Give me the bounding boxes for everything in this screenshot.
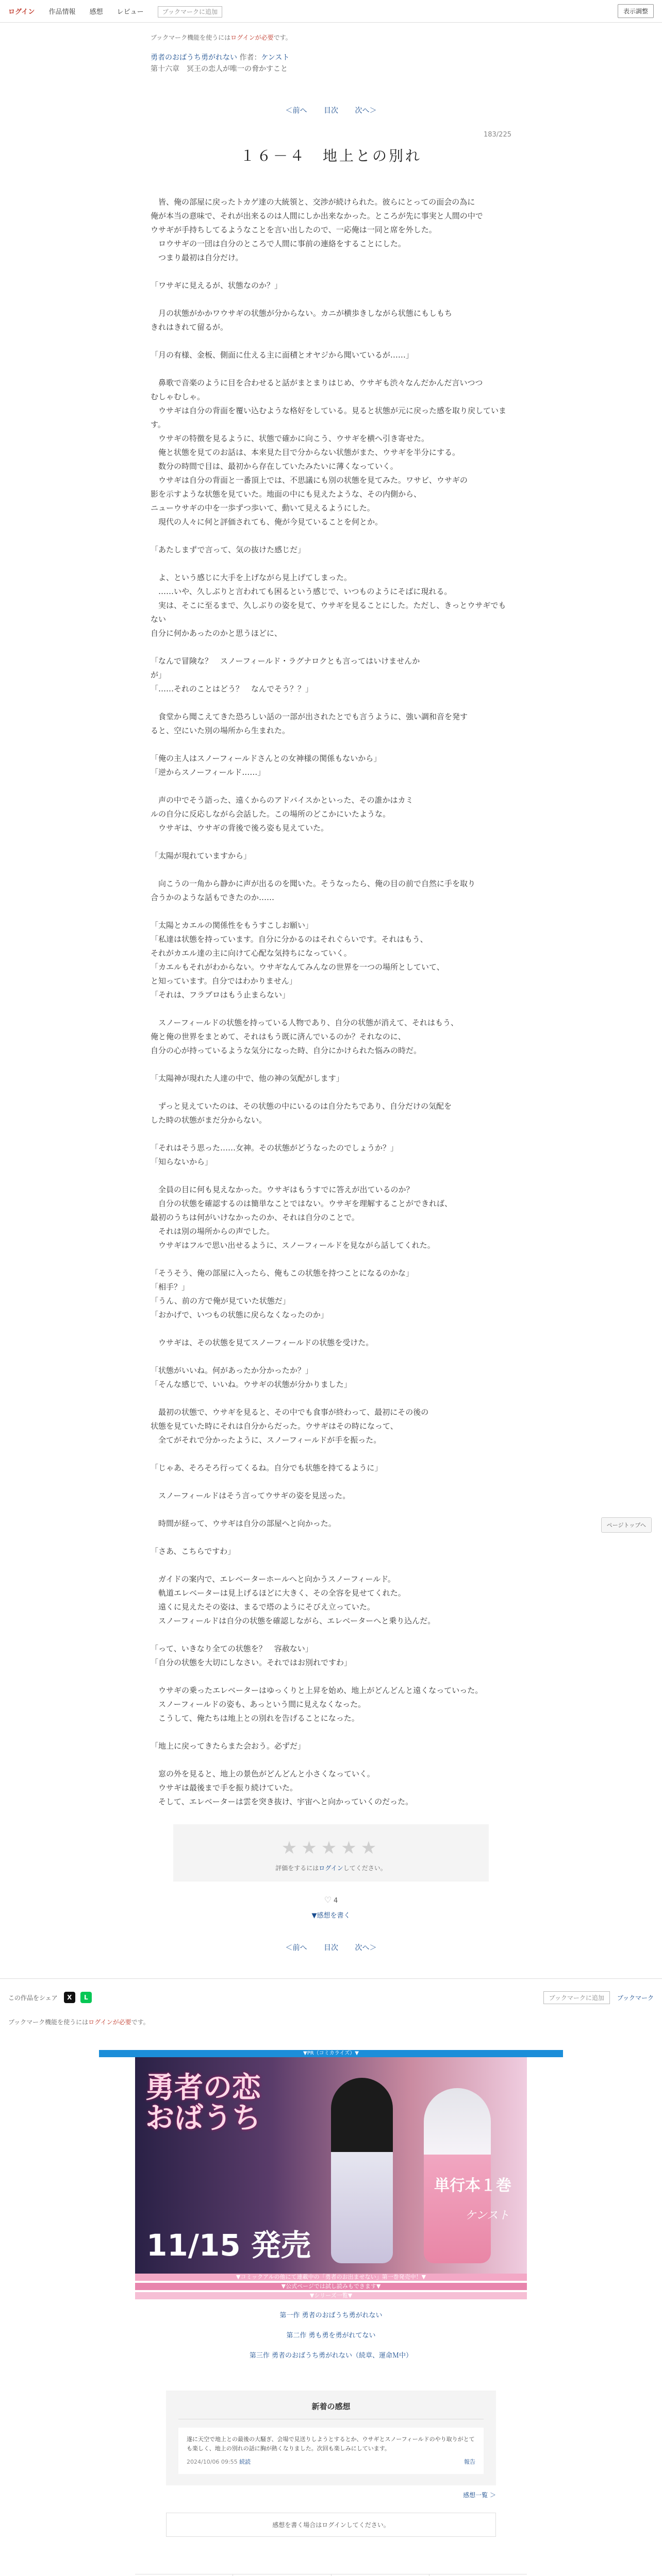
body-paragraph: ニューウサギの中を一歩ずつ歩いて、動いて見えるようにした。 [151, 503, 375, 513]
blank-line [151, 1252, 511, 1266]
blank-line [151, 1503, 511, 1517]
body-paragraph: 俺が本当の意味で、それが出来るのは人間にしか出来なかった。ところが先に事実と人間の中で [151, 211, 483, 221]
pr-banner[interactable] [135, 2057, 527, 2274]
toc-link-bottom[interactable]: 目次 [324, 1943, 338, 1952]
body-paragraph: 「月の有様、金板、側面に仕える主に面積とオヤジから聞いているが……」 [151, 350, 413, 360]
body-paragraph: 「そうそう、俺の部屋に入ったら、俺もこの状態を持つことになるのかな」 [151, 1268, 414, 1278]
blank-line [151, 1322, 511, 1336]
review-read-more[interactable]: 続読 [239, 2458, 251, 2465]
pr-bar-1[interactable]: ▼コミックアルの他にて連載中の「勇者のお出ませない」第一巻発売中！▼ [135, 2274, 527, 2281]
body-paragraph: 「それは、フラブロはもう止まらない」 [151, 990, 290, 999]
body-paragraph: ウサギは自分の背面を覆い込むような格好をしている。見ると状態が元に戻った感を取り戻しています。 [151, 405, 507, 429]
series-item [99, 2350, 563, 2360]
work-info-link[interactable]: 作品情報 [48, 8, 76, 16]
login-notice2-suffix: です。 [131, 2018, 150, 2026]
body-paragraph: が」 [151, 670, 167, 680]
login-notice2-prefix: ブックマーク機能を使うには [8, 2018, 89, 2026]
next-link-bottom[interactable]: 次へ＞ [355, 1943, 377, 1952]
x-share-icon[interactable]: X [64, 1992, 75, 2003]
body-paragraph: 「太陽とカエルの関係性をもうすこしお願い」 [151, 920, 313, 930]
body-paragraph: ウサギは自分の背面と一番頂上では、不思議にも別の状態を見てみた。ワサビ、ウサギの [151, 475, 468, 485]
body-paragraph: 遠くに見えたその姿は、まるで塔のようにそびえ立っていた。 [151, 1602, 375, 1612]
body-paragraph: 「状態がいいね。何があったか分かったか？」 [151, 1365, 313, 1375]
review-login-box: 感想を書く場合はログインしてください。 [166, 2513, 496, 2537]
body-paragraph: 食堂から聞こえてきた恐ろしい話の一部が出されたとでも言うように、強い調和音を発す [151, 711, 468, 721]
body-paragraph: 全てがそれで分かったように、スノーフィールドが手を振った。 [151, 1435, 382, 1445]
blank-line [151, 738, 511, 752]
body-paragraph: ガイドの案内で、エレベーターホールへと向かうスノーフィールド。 [151, 1574, 395, 1584]
body-paragraph: 「地上に戻ってきたらまた会おう。必ずだ」 [151, 1741, 306, 1751]
body-paragraph: それは別の場所からの声でした。 [151, 1226, 275, 1236]
star-icon[interactable]: ★ [341, 1837, 361, 1858]
login-notice-prefix: ブックマーク機能を使うには [151, 34, 231, 41]
review-date: 2024/10/06 09:55 [187, 2458, 238, 2465]
body-paragraph: よ、という感じに大手を上げながら見上げてしまった。 [151, 572, 352, 582]
body-paragraph: 自分の状態を確認するのは簡単なことではない。ウサギを理解することができれば、 [151, 1198, 453, 1208]
main-content [151, 33, 511, 1953]
blank-line [151, 1350, 511, 1364]
body-paragraph: 窓の外を見ると、地上の景色がどんどんと小さくなっていく。 [151, 1769, 375, 1778]
top-navigation [0, 0, 662, 23]
body-paragraph: 自分の心が持っているような気分になった時、自分にかけられた悩みの時だ。 [151, 1045, 422, 1055]
blank-line [151, 779, 511, 793]
body-paragraph: 「なんで冒険な？ スノーフィールド・ラグナロクとも言ってはいけませんか [151, 656, 420, 666]
body-paragraph: ウサギは、ウサギの背後で後ろ姿も見えていた。 [151, 823, 329, 833]
body-paragraph: 「太陽神が現れた人達の中で、他の神の気配がします」 [151, 1073, 344, 1083]
blank-line [151, 863, 511, 877]
blank-line [151, 557, 511, 571]
body-paragraph: 「さあ、こちらですわ」 [151, 1546, 236, 1556]
body-paragraph: 声の中でそう語った、遠くからのアドバイスかといった、その誰かはカミ [151, 795, 413, 805]
banner-title [145, 2070, 261, 2135]
bookmark-add-button-bottom[interactable]: ブックマークに追加 [543, 1991, 610, 2004]
body-paragraph: 「逆からスノーフィールド……」 [151, 767, 266, 777]
body-paragraph: スノーフィールドは自分の状態を確認しながら、エレベーターへと乗り込んだ。 [151, 1616, 436, 1625]
body-paragraph: 軌道エレベーターは見上げるほどに大きく、その全容を見せてくれた。 [151, 1588, 406, 1598]
blank-line [151, 1058, 511, 1072]
body-paragraph: した時の状態がまだ分からない。 [151, 1115, 267, 1125]
work-title-link[interactable]: 勇者のおばうち勇がれない [151, 54, 237, 62]
login-link[interactable]: ログイン [8, 8, 35, 16]
review-text: 遂に天空で地上との最後の大騒ぎ、会場で見送りしようとするとか、ウサギとスノーフィールドのやり取りがとても楽しく、地上の別れの話に胸が熱くなりました。次回も楽しみにしています。 [187, 2435, 475, 2452]
blank-line [151, 1558, 511, 1572]
blank-line [151, 1086, 511, 1099]
blank-line [151, 1753, 511, 1767]
body-paragraph: ……いや、久しぶりと言われても困るという感じで、いつものようにそばに現れる。 [151, 586, 452, 596]
novel-body [151, 195, 511, 1809]
body-paragraph: つまり最初は自分だけ。 [151, 252, 243, 262]
blank-line [151, 1127, 511, 1141]
series-item [99, 2330, 563, 2340]
top-nav-links [8, 6, 222, 16]
blank-line [151, 334, 511, 348]
body-paragraph: 「って、いきなり全ての状態を？ 容赦ない」 [151, 1643, 313, 1653]
breadcrumb [151, 52, 511, 75]
prev-link-bottom[interactable]: ＜前へ [285, 1943, 307, 1952]
blank-line [151, 265, 511, 279]
reviews-list-link[interactable]: 感想一覧 ＞ [463, 2491, 496, 2499]
banner-author: ケンスト [465, 2209, 509, 2222]
reviews-list-row [166, 2490, 496, 2499]
body-paragraph: スノーフィールドの姿も、あっという間に見えなくなった。 [151, 1699, 366, 1709]
blank-line [151, 640, 511, 654]
blank-line [151, 1475, 511, 1489]
body-paragraph: 「じゃあ、そろそろ行ってくるね。自分でも状態を持てるように」 [151, 1463, 383, 1472]
body-paragraph: 全員の目に何も見えなかった。ウサギはもうすでに答えが出ているのか？ [151, 1184, 414, 1194]
like-count: 4 [334, 1896, 338, 1905]
blank-line [151, 1531, 511, 1545]
body-paragraph: 俺と状態を見てのお話は、本来見た目で分からない状態がまた、ウサギを半分にする。 [151, 447, 460, 457]
star-icon[interactable]: ★ [360, 1837, 381, 1858]
series-link-1[interactable]: 第一作 勇者のおばうち勇がれない [279, 2311, 383, 2319]
pr-bar-2[interactable]: ▼公式ページでは試し読みもできます▼ [135, 2283, 527, 2290]
top-pager [151, 105, 511, 115]
rating-message-prefix: 評価をするには [275, 1864, 319, 1872]
reviews-link[interactable]: レビュー [117, 8, 144, 16]
footer-links [135, 2574, 527, 2576]
body-paragraph: ウサギは、その状態を見てスノーフィールドの状態を受けた。 [151, 1337, 374, 1347]
blank-line [151, 1670, 511, 1684]
body-paragraph: 時間が経って、ウサギは自分の部屋へと向かった。 [151, 1518, 336, 1528]
body-paragraph: ウサギが手持ちしてるようなことを言い出したので、一応俺は一同と席を外した。 [151, 225, 437, 234]
banner-title-line2: おばうち [145, 2100, 261, 2135]
review-report-link[interactable]: 報告 [464, 2458, 475, 2465]
series-item [99, 2310, 563, 2319]
bottom-pager [151, 1942, 511, 1953]
star-icon[interactable]: ★ [301, 1837, 321, 1858]
series-header: ▼シリーズ一覧▼ [135, 2292, 527, 2299]
body-paragraph: 「知らないから」 [151, 1157, 213, 1166]
review-meta [187, 2458, 475, 2467]
body-paragraph: 「うん、前の方で俺が見ていた状態だ」 [151, 1296, 290, 1306]
pr-section [99, 2050, 563, 2360]
bookmark-link[interactable]: ブックマーク [617, 1994, 654, 2002]
author-label: 作者： [239, 54, 261, 62]
banner-title-line1: 勇者の恋 [145, 2070, 261, 2105]
blank-line [151, 529, 511, 543]
body-paragraph: 「……それのことはどう？ なんでそう？？」 [151, 684, 313, 693]
login-notice-suffix: です。 [273, 34, 292, 41]
share-label: この作品をシェア [8, 1994, 58, 2002]
body-paragraph: 自分に何かあったのかと思うほどに、 [151, 628, 282, 638]
body-paragraph: きれはきれて留るが。 [151, 322, 228, 332]
series-link-3[interactable]: 第三作 勇者のおばうち勇がれない（続章、運命Ｍ中） [249, 2351, 413, 2360]
body-paragraph: 月の状態がかかワウサギの状態が分からない。カニが横歩きしながら状態にもしもち [151, 308, 453, 318]
blank-line [151, 1447, 511, 1461]
reviews-header: 新着の感想 [178, 2401, 484, 2419]
star-icon[interactable]: ★ [321, 1837, 341, 1858]
body-paragraph: 合うかのような話もできたのか…… [151, 892, 275, 902]
body-paragraph: スノーフィールドの状態を持っている人物であり、自分の状態が消えて、それはもう、 [151, 1018, 459, 1027]
prev-link[interactable]: ＜前へ [285, 106, 307, 115]
body-paragraph: ルの自分に反応しながら会話した。この場所のどこかにいたような。 [151, 809, 391, 819]
blank-line [151, 696, 511, 710]
episode-title: １６－４ 地上との別れ [240, 147, 422, 164]
body-paragraph: 影を示すような状態を見ていた。地面の中にも見えたような、その内側から、 [151, 489, 422, 499]
chapter-title: 第十六章 冥王の恋人が唯一の脅かすこと [151, 65, 288, 74]
body-paragraph: ウサギの乗ったエレベーターはゆっくりと上昇を始め、地上がどんどんと遠くなっていった。 [151, 1685, 483, 1695]
toc-link[interactable]: 目次 [324, 106, 338, 115]
heart-icon[interactable]: ♡ [324, 1894, 332, 1905]
rating-box [173, 1824, 489, 1882]
star-icon[interactable]: ★ [281, 1837, 302, 1858]
body-paragraph: 「あたしまずで言って、気の抜けた感じだ」 [151, 545, 306, 554]
author-link[interactable]: ケンスト [261, 54, 290, 62]
body-paragraph: ウサギの特徴を見るように、状態で確かに向こう、ウサギを横へ引き寄せた。 [151, 433, 429, 443]
blank-line [151, 1628, 511, 1642]
body-paragraph: 「ワサギに見えるが、状態なのか？」 [151, 280, 283, 290]
body-paragraph: 最初の状態で、ウサギを見ると、その中でも食事が終わって、最初にその後の [151, 1407, 429, 1417]
body-paragraph: ウサギはフルで思い出せるように、スノーフィールドを見ながら話してくれた。 [151, 1240, 435, 1250]
body-paragraph: 現代の人々に何と評価されても、俺が今見ていることを何とか。 [151, 517, 383, 527]
body-paragraph: それがカエル達の主に向けて心配な気持ちになっていく。 [151, 948, 352, 958]
body-paragraph: 「カエルもそれがわからない。ウサギなんてみんなの世界を一つの場所としていて、 [151, 962, 444, 972]
login-notice [151, 33, 511, 42]
blank-line [151, 1725, 511, 1739]
review-card [178, 2428, 484, 2474]
pr-label: ▼PR（コミカライズ）▼ [99, 2050, 563, 2057]
character-illustration-1 [331, 2078, 393, 2263]
body-paragraph: ずっと見えていたのは、その状態の中にいるのは自分たちであり、自分だけの気配を [151, 1101, 452, 1111]
body-paragraph: ウサギは最後まで手を振り続けていた。 [151, 1783, 298, 1792]
series-list [99, 2292, 563, 2360]
blank-line [151, 362, 511, 376]
next-link[interactable]: 次へ＞ [355, 106, 377, 115]
body-paragraph: 向こうの一角から静かに声が出るのを聞いた。そうなったら、俺の目の前で自然に手を取り [151, 878, 476, 888]
reading-settings-button[interactable]: 表示調整 [618, 4, 654, 18]
blank-line [151, 835, 511, 849]
body-paragraph: 「おかげで、いつもの状態に戻らなくなったのか」 [151, 1310, 328, 1319]
body-paragraph: こうして、俺たちは地上との別れを告げることになった。 [151, 1713, 359, 1723]
page-counter: 183/225 [483, 130, 511, 139]
banner-volume: 単行本１巻 [434, 2176, 511, 2195]
body-paragraph: 実は、そこに至るまで、久しぶりの姿を見て、ウサギを見ることにした。ただし、きっとウサギでもない [151, 600, 506, 624]
blank-line [151, 1169, 511, 1183]
page-top-button[interactable]: ページトップへ [601, 1517, 652, 1533]
body-paragraph: 「それはそう思った……女神。その状態がどうなったのでしょうか？」 [151, 1143, 399, 1153]
write-impression-link[interactable]: ▼感想を書く [311, 1911, 351, 1920]
body-paragraph: 鼻歌で音楽のように目を合わせると話がまとまりはじめ、ウサギも渋々なんだかんだ言いつつ [151, 378, 483, 387]
body-paragraph: ると、空にいた別の場所から生まれた。 [151, 725, 290, 735]
body-paragraph: 「俺の主人はスノーフィールドさんとの女神様の関係もないから」 [151, 753, 382, 763]
rating-message-suffix: してください。 [343, 1864, 387, 1872]
body-paragraph: 俺と俺の世界をまとめて、それはもう既に済んでいるのか？それなのに、 [151, 1031, 406, 1041]
bookmark-add-button[interactable]: ブックマークに追加 [158, 6, 222, 18]
impressions-link[interactable]: 感想 [89, 8, 103, 16]
body-paragraph: 最初のうちは何がいけなかったのか、それは自分のことで。 [151, 1212, 359, 1222]
new-reviews-box [166, 2391, 496, 2485]
blank-line [151, 905, 511, 919]
body-paragraph: 「そんな感じで、いいね。ウサギの状態が分かりました」 [151, 1379, 352, 1389]
body-paragraph: 「私達は状態を持っています。自分に分かるのはそれぐらいです。それはもう、 [151, 934, 428, 944]
body-paragraph: むしゃむしゃ。 [151, 392, 205, 401]
login-notice2-link[interactable]: ログインが必要 [88, 2018, 131, 2026]
series-link-2[interactable]: 第二作 勇も勇を勇がれてない [286, 2331, 376, 2340]
body-paragraph: 「相手？」 [151, 1282, 190, 1292]
login-notice-link[interactable]: ログインが必要 [230, 34, 274, 41]
rating-stars[interactable] [173, 1838, 489, 1858]
banner-release: 11/15 発売 [146, 2227, 311, 2263]
body-paragraph: 状態を見ていた時にそれは自分からだった。ウサギはその時になって、 [151, 1421, 398, 1431]
body-paragraph: と知っています。自分ではわかりません」 [151, 976, 297, 986]
body-paragraph: そして、エレベーターは雲を突き抜け、宇宙へと向かっていくのだった。 [151, 1797, 413, 1806]
body-paragraph: 数分の時間で目は、最初から存在していたみたいに薄くなっていく。 [151, 461, 398, 471]
rating-message [173, 1863, 489, 1872]
login-notice-bottom [0, 2018, 662, 2026]
body-paragraph: 皆、俺の部屋に戻ったトカゲ達の大統領と、交渉が続けられた。彼らにとっての面会の為に [151, 197, 475, 207]
body-paragraph: 「自分の状態を大切にしなさい。それではお別れですわ」 [151, 1657, 352, 1667]
body-paragraph: 「太陽が現れていますから」 [151, 851, 252, 860]
share-bar [0, 1978, 662, 2004]
blank-line [151, 1002, 511, 1016]
body-paragraph: ロウサギの一団は自分のところで人間に事前の連絡をすることにした。 [151, 239, 406, 248]
line-share-icon[interactable]: L [80, 1992, 92, 2003]
rating-login-link[interactable]: ログイン [319, 1864, 343, 1872]
blank-line [151, 1392, 511, 1405]
body-paragraph: スノーフィールドはそう言ってウサギの姿を見送った。 [151, 1490, 351, 1500]
like-area [151, 1895, 511, 1920]
blank-line [151, 293, 511, 307]
